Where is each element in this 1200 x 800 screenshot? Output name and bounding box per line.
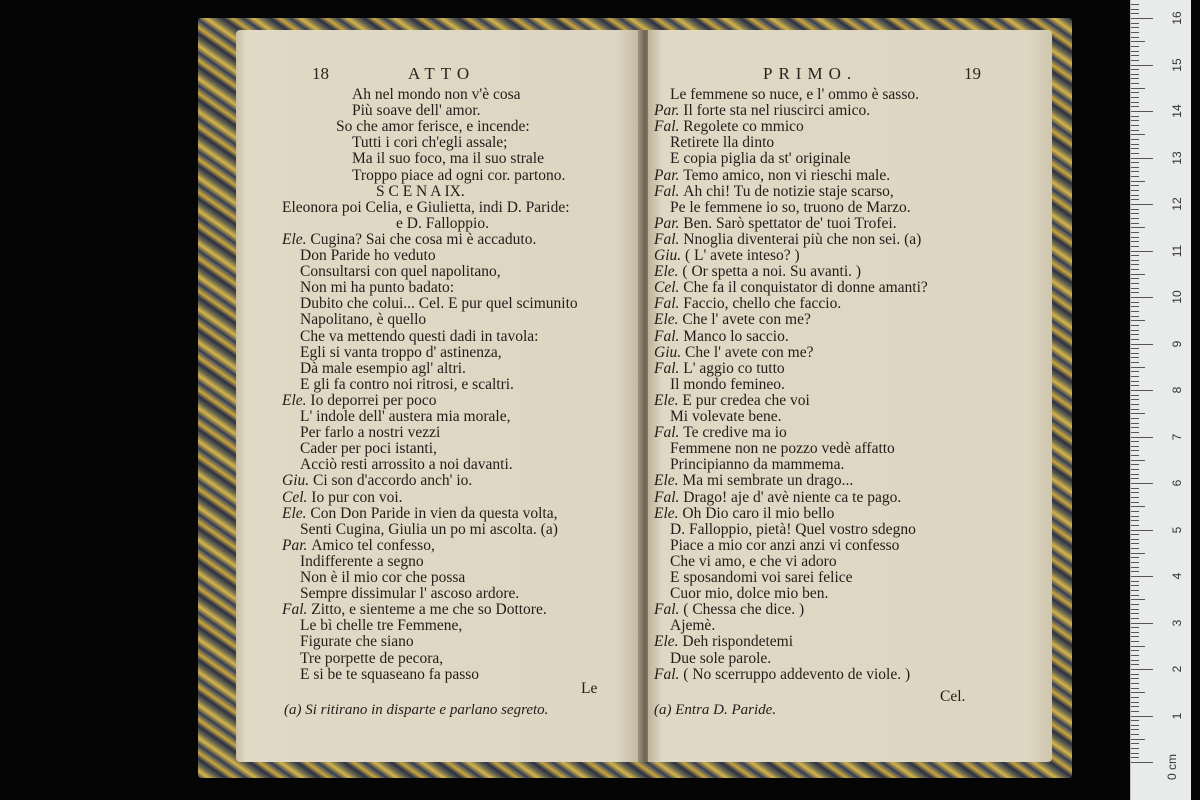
ruler-tick <box>1131 478 1139 479</box>
speaker-label: Par. <box>282 536 312 554</box>
ruler-tick <box>1131 139 1139 140</box>
ruler-tick <box>1131 37 1139 38</box>
ruler-tick <box>1131 441 1139 442</box>
ruler-tick <box>1131 390 1153 391</box>
line-text: Io pur con voi. <box>311 488 403 506</box>
ruler-tick <box>1131 51 1139 52</box>
ruler-tick <box>1131 729 1139 730</box>
speaker-label: Giu. <box>654 247 685 264</box>
ruler-tick <box>1131 502 1139 503</box>
line-text: Eleonora poi Celia, e Giulietta, indi D. Paride: <box>282 198 570 216</box>
speaker-label: Ele. <box>282 504 311 522</box>
line-text: Ma mi sembrate un drago... <box>682 472 854 490</box>
line-text: Amico tel confesso, <box>311 536 435 554</box>
speaker-label: Fal. <box>654 488 684 506</box>
line-text: Con Don Paride in vien da questa volta, <box>310 504 558 522</box>
ruler-tick <box>1131 116 1139 117</box>
ruler-tick <box>1131 185 1139 186</box>
line-text: S C E N A IX. <box>376 182 465 200</box>
ruler-tick <box>1131 162 1139 163</box>
ruler-tick <box>1131 171 1139 172</box>
line-text: Ben. Sarò spettator de' tuoi Trofei. <box>683 214 897 232</box>
ruler-tick <box>1131 213 1139 214</box>
line-text: Ci son d'accordo anch' io. <box>313 472 473 490</box>
ruler-unit: 0 cm <box>1165 753 1180 781</box>
line-text: ( Or spetta a noi. Su avanti. ) <box>682 263 862 281</box>
ruler-tick <box>1131 204 1153 205</box>
ruler-number: 8 <box>1170 386 1184 394</box>
ruler-tick <box>1131 65 1153 66</box>
ruler-tick <box>1131 576 1153 577</box>
ruler-tick <box>1131 18 1153 19</box>
ruler-tick <box>1131 232 1139 233</box>
ruler-tick <box>1131 32 1139 33</box>
measurement-ruler <box>1130 0 1191 800</box>
left-page <box>236 30 644 762</box>
line-text: Per farlo a nostri vezzi <box>300 424 441 442</box>
ruler-tick <box>1131 423 1139 424</box>
ruler-tick <box>1131 650 1139 651</box>
ruler-tick <box>1131 353 1139 354</box>
ruler-tick <box>1131 9 1139 10</box>
ruler-tick <box>1131 278 1139 279</box>
line-text: Troppo piace ad ogni cor. partono. <box>352 166 566 184</box>
ruler-tick <box>1131 325 1139 326</box>
speaker-label: Par. <box>654 214 684 232</box>
line-text: E sposandomi voi sarei felice <box>670 569 853 586</box>
speaker-label: Ele. <box>654 263 683 281</box>
ruler-tick <box>1131 511 1139 512</box>
speaker-label: Giu. <box>282 472 313 490</box>
ruler-tick <box>1131 506 1145 507</box>
ruler-tick <box>1131 357 1139 358</box>
line-text: Pe le femmene io so, truono de Marzo. <box>670 198 911 216</box>
ruler-number: 12 <box>1170 197 1184 211</box>
ruler-tick <box>1131 92 1139 93</box>
line-text: Non mi ha punto badato: <box>300 279 455 297</box>
ruler-tick <box>1131 409 1139 410</box>
ruler-tick <box>1131 609 1139 610</box>
ruler-tick <box>1131 251 1153 252</box>
line-text: E si be te squaseano fa passo <box>300 665 480 683</box>
ruler-tick <box>1131 218 1139 219</box>
ruler-number: 14 <box>1170 104 1184 118</box>
line-text: Figurate che siano <box>300 633 414 651</box>
ruler-tick <box>1131 460 1145 461</box>
ruler-tick <box>1131 618 1139 619</box>
right-catchword: Cel. <box>940 688 966 705</box>
line-text: Tutti i cori ch'egli assale; <box>352 134 508 152</box>
ruler-tick <box>1131 46 1139 47</box>
line-text: Il mondo femineo. <box>670 375 785 393</box>
speaker-label: Par. <box>654 166 684 184</box>
line-text: Deh rispondetemi <box>682 633 794 651</box>
ruler-tick <box>1131 320 1145 321</box>
ruler-tick <box>1131 437 1153 438</box>
line-text: Oh Dio caro il mio bello <box>682 504 835 522</box>
ruler-tick <box>1131 311 1139 312</box>
line-text: L' indole dell' austera mia morale, <box>300 408 511 425</box>
line-text: So che amor ferisce, e incende: <box>336 118 530 136</box>
ruler-number: 5 <box>1170 526 1184 533</box>
ruler-tick <box>1131 678 1139 679</box>
line-text: L' aggio co tutto <box>683 359 785 377</box>
ruler-tick <box>1131 548 1139 549</box>
line-text: Ah chi! Tu de notizie staje scarso, <box>683 182 894 200</box>
ruler-tick <box>1131 241 1139 242</box>
ruler-tick <box>1131 153 1139 154</box>
ruler-tick <box>1131 199 1139 200</box>
ruler-tick <box>1131 404 1139 405</box>
ruler-tick <box>1131 176 1139 177</box>
ruler-tick <box>1131 562 1139 563</box>
ruler-tick <box>1131 599 1145 600</box>
line-text: Indifferente a segno <box>300 552 424 570</box>
ruler-number: 11 <box>1170 244 1184 257</box>
ruler-tick <box>1131 464 1139 465</box>
ruler-tick <box>1131 567 1139 568</box>
speaker-label: Fal. <box>654 230 684 248</box>
ruler-tick <box>1131 720 1139 721</box>
speaker-label: Ele. <box>654 504 683 522</box>
line-text: Ajemè. <box>670 617 716 635</box>
speaker-label: Fal. <box>654 327 684 345</box>
ruler-tick <box>1131 78 1139 79</box>
ruler-tick <box>1131 539 1139 540</box>
speaker-label: Cel. <box>654 279 684 297</box>
ruler-tick <box>1131 613 1139 614</box>
ruler-tick <box>1131 432 1139 433</box>
line-text: Drago! aje d' avè niente ca te pago. <box>683 488 902 506</box>
ruler-tick <box>1131 209 1139 210</box>
ruler-tick <box>1131 260 1139 261</box>
ruler-tick <box>1131 688 1139 689</box>
ruler-tick <box>1131 274 1145 275</box>
right-page <box>648 30 1052 762</box>
ruler-tick <box>1131 636 1139 637</box>
ruler-tick <box>1131 344 1153 345</box>
ruler-tick <box>1131 604 1139 605</box>
ruler-tick <box>1131 125 1139 126</box>
ruler-number: 16 <box>1170 11 1184 25</box>
speaker-label: Ele. <box>654 472 683 490</box>
ruler-tick <box>1131 27 1139 28</box>
ruler-tick <box>1131 348 1139 349</box>
ruler-tick <box>1131 753 1139 754</box>
ruler-tick <box>1131 190 1139 191</box>
ruler-tick <box>1131 418 1139 419</box>
right-page-number: 19 <box>964 64 981 83</box>
ruler-number: 10 <box>1170 290 1184 304</box>
ruler-tick <box>1131 362 1139 363</box>
line-text: Consultarsi con quel napolitano, <box>300 263 501 281</box>
speaker-label: Ele. <box>654 633 683 651</box>
line-text: ( L' avete inteso? ) <box>685 247 800 264</box>
line-text: Femmene non ne pozzo vedè affatto <box>670 440 895 458</box>
line-text: Senti Cugina, Giulia un po mi ascolta. (a) <box>300 520 558 538</box>
ruler-tick <box>1131 306 1139 307</box>
line-text: ( Chessa che dice. ) <box>683 601 805 619</box>
line-text: Che va mettendo questi dadi in tavola: <box>300 327 539 345</box>
ruler-tick <box>1131 297 1153 298</box>
ruler-tick <box>1131 585 1139 586</box>
ruler-tick <box>1131 264 1139 265</box>
line-text: D. Falloppio, pietà! Quel vostro sdegno <box>670 520 916 538</box>
ruler-tick <box>1131 158 1153 159</box>
ruler-tick <box>1131 223 1139 224</box>
line-text: Manco lo saccio. <box>683 327 789 345</box>
ruler-tick <box>1131 571 1139 572</box>
ruler-tick <box>1131 148 1139 149</box>
ruler-tick <box>1131 660 1139 661</box>
line-text: Acciò resti arrossito a noi davanti. <box>300 456 513 474</box>
speaker-label: Giu. <box>654 343 685 361</box>
ruler-tick <box>1131 316 1139 317</box>
line-text: Più soave dell' amor. <box>352 102 481 120</box>
line-text: ( No scerruppo addevento de viole. ) <box>683 665 911 683</box>
line-text: Mi volevate bene. <box>670 408 782 425</box>
line-text: e D. Falloppio. <box>396 214 489 232</box>
line-text: Retirete lla dinto <box>670 134 775 152</box>
ruler-tick <box>1131 711 1139 712</box>
speaker-label: Fal. <box>654 424 684 442</box>
line-text: Napolitano, è quello <box>300 311 427 329</box>
ruler-tick <box>1131 269 1139 270</box>
ruler-tick <box>1131 13 1139 14</box>
line-text: E copia piglia da st' originale <box>670 150 851 168</box>
speaker-label: Ele. <box>654 311 683 329</box>
ruler-tick <box>1131 530 1153 531</box>
line-text: Faccio, chello che faccio. <box>683 295 842 313</box>
ruler-tick <box>1131 195 1139 196</box>
line-text: Tre porpette de pecora, <box>300 649 444 667</box>
ruler-number: 7 <box>1170 433 1184 440</box>
line-text: Ma il suo foco, ma il suo strale <box>352 150 544 168</box>
ruler-tick <box>1131 41 1145 42</box>
ruler-tick <box>1131 83 1139 84</box>
ruler-tick <box>1131 739 1145 740</box>
ruler-tick <box>1131 697 1139 698</box>
line-text: Non è il mio cor che possa <box>300 569 466 586</box>
ruler-tick <box>1131 474 1139 475</box>
ruler-tick <box>1131 427 1139 428</box>
ruler-tick <box>1131 395 1139 396</box>
speaker-label: Fal. <box>282 601 312 619</box>
ruler-tick <box>1131 716 1153 717</box>
line-text: Il forte sta nel riuscirci amico. <box>683 102 871 120</box>
line-text: Cader per poci istanti, <box>300 440 437 458</box>
ruler-tick <box>1131 450 1139 451</box>
ruler-tick <box>1131 674 1139 675</box>
ruler-tick <box>1131 632 1139 633</box>
ruler-number: 6 <box>1170 479 1184 487</box>
ruler-tick <box>1131 646 1145 647</box>
ruler-tick <box>1131 181 1145 182</box>
line-text: Nnoglia diventerai più che non sei. (a) <box>683 230 922 248</box>
line-text: Principianno da mammema. <box>670 456 845 474</box>
left-footnote: (a) Si ritirano in disparte e parlano segreto. <box>284 702 549 718</box>
ruler-tick <box>1131 302 1139 303</box>
ruler-tick <box>1131 483 1153 484</box>
ruler-number: 4 <box>1170 572 1184 580</box>
ruler-tick <box>1131 385 1139 386</box>
right-page-header: PRIMO. <box>763 64 858 83</box>
ruler-number: 1 <box>1170 712 1184 719</box>
speaker-label: Fal. <box>654 359 684 377</box>
ruler-tick <box>1131 88 1145 89</box>
line-text: Dubito che colui... Cel. E pur quel scimunito <box>300 295 578 313</box>
ruler-number: 13 <box>1170 150 1184 165</box>
ruler-tick <box>1131 455 1139 456</box>
speaker-label: Ele. <box>282 391 311 409</box>
line-text: Che l' avete con me? <box>682 311 811 329</box>
ruler-tick <box>1131 292 1139 293</box>
line-text: Temo amico, non vi rieschi male. <box>683 166 891 184</box>
ruler-tick <box>1131 762 1153 763</box>
ruler-tick <box>1131 167 1139 168</box>
ruler-tick <box>1131 381 1139 382</box>
ruler-tick <box>1131 497 1139 498</box>
line-text: Regolete co mmico <box>683 118 804 136</box>
left-page-number: 18 <box>312 64 329 83</box>
ruler-tick <box>1131 55 1139 56</box>
line-text: Le bì chelle tre Femmene, <box>300 617 463 635</box>
line-text: Egli si vanta troppo d' astinenza, <box>300 343 502 361</box>
ruler-tick <box>1131 330 1139 331</box>
ruler-tick <box>1131 557 1139 558</box>
ruler-tick <box>1131 757 1139 758</box>
ruler-tick <box>1131 111 1153 112</box>
ruler-tick <box>1131 74 1139 75</box>
line-text: Piace a mio cor anzi anzi vi confesso <box>670 536 900 554</box>
ruler-tick <box>1131 748 1139 749</box>
right-footnote: (a) Entra D. Paride. <box>654 702 777 718</box>
line-text: Due sole parole. <box>670 649 772 667</box>
ruler-tick <box>1131 725 1139 726</box>
ruler-tick <box>1131 255 1139 256</box>
ruler-tick <box>1131 102 1139 103</box>
line-text: Che vi amo, e che vi adoro <box>670 552 837 570</box>
ruler-tick <box>1131 23 1139 24</box>
ruler-tick <box>1131 371 1139 372</box>
line-text: Che l' avete con me? <box>685 343 814 361</box>
ruler-tick <box>1131 702 1139 703</box>
ruler-tick <box>1131 525 1139 526</box>
ruler-number: 15 <box>1170 57 1184 72</box>
speaker-label: Fal. <box>654 665 684 683</box>
ruler-tick <box>1131 413 1145 414</box>
text-line <box>654 666 910 684</box>
ruler-tick <box>1131 120 1139 121</box>
line-text: Dà male esempio agl' altri. <box>300 359 466 377</box>
ruler-tick <box>1131 692 1145 693</box>
line-text: Zitto, e sienteme a me che so Dottore. <box>311 601 547 619</box>
text-line <box>300 666 479 684</box>
ruler-tick <box>1131 543 1139 544</box>
line-text: E pur credea che voi <box>682 391 810 409</box>
ruler-tick <box>1131 106 1139 107</box>
ruler-tick <box>1131 283 1139 284</box>
ruler-tick <box>1131 581 1139 582</box>
ruler-tick <box>1131 488 1139 489</box>
line-text: E gli fa contro noi ritrosi, e scaltri. <box>300 375 514 393</box>
speaker-label: Fal. <box>654 601 684 619</box>
ruler-tick <box>1131 520 1139 521</box>
ruler-tick <box>1131 641 1139 642</box>
speaker-label: Fal. <box>654 182 684 200</box>
left-page-header: ATTO <box>408 64 476 83</box>
speaker-label: Fal. <box>654 118 684 136</box>
ruler-tick <box>1131 469 1139 470</box>
ruler-tick <box>1131 743 1139 744</box>
ruler-tick <box>1131 446 1139 447</box>
line-text: Ah nel mondo non v'è cosa <box>352 86 521 103</box>
ruler-tick <box>1131 492 1139 493</box>
speaker-label: Ele. <box>282 230 311 248</box>
ruler-tick <box>1131 399 1139 400</box>
ruler-tick <box>1131 683 1139 684</box>
ruler-tick <box>1131 334 1139 335</box>
line-text: Don Paride ho veduto <box>300 247 436 264</box>
speaker-label: Ele. <box>654 391 683 409</box>
ruler-tick <box>1131 516 1139 517</box>
speaker-label: Cel. <box>282 488 312 506</box>
ruler-number: 9 <box>1170 340 1184 347</box>
ruler-tick <box>1131 4 1139 5</box>
ruler-tick <box>1131 534 1139 535</box>
speaker-label: Fal. <box>654 295 684 313</box>
ruler-tick <box>1131 227 1145 228</box>
ruler-tick <box>1131 288 1139 289</box>
ruler-tick <box>1131 134 1145 135</box>
line-text: Le femmene so nuce, e l' ommo è sasso. <box>670 86 919 103</box>
ruler-tick <box>1131 60 1139 61</box>
ruler-tick <box>1131 623 1153 624</box>
ruler-tick <box>1131 627 1139 628</box>
line-text: Che fa il conquistator di donne amanti? <box>683 279 928 297</box>
ruler-number: 2 <box>1170 665 1184 673</box>
ruler-tick <box>1131 144 1139 145</box>
line-text: Te credive ma io <box>683 424 787 442</box>
ruler-tick <box>1131 734 1139 735</box>
left-catchword: Le <box>581 680 598 697</box>
speaker-label: Par. <box>654 102 684 120</box>
line-text: Cugina? Sai che cosa mi è accaduto. <box>310 230 537 248</box>
ruler-number: 3 <box>1170 619 1184 626</box>
line-text: Io deporrei per poco <box>310 391 437 409</box>
ruler-tick <box>1131 590 1139 591</box>
ruler-tick <box>1131 376 1139 377</box>
line-text: Sempre dissimular l' ascoso ardore. <box>300 585 520 603</box>
ruler-tick <box>1131 97 1139 98</box>
ruler-tick <box>1131 553 1145 554</box>
ruler-tick <box>1131 706 1139 707</box>
ruler-tick <box>1131 339 1139 340</box>
ruler-tick <box>1131 595 1139 596</box>
ruler-tick <box>1131 246 1139 247</box>
ruler-tick <box>1131 664 1139 665</box>
ruler-tick <box>1131 130 1139 131</box>
ruler-tick <box>1131 367 1145 368</box>
ruler-tick <box>1131 669 1153 670</box>
ruler-tick <box>1131 655 1139 656</box>
line-text: Cuor mio, dolce mio ben. <box>670 585 829 603</box>
ruler-tick <box>1131 237 1139 238</box>
ruler-tick <box>1131 69 1139 70</box>
